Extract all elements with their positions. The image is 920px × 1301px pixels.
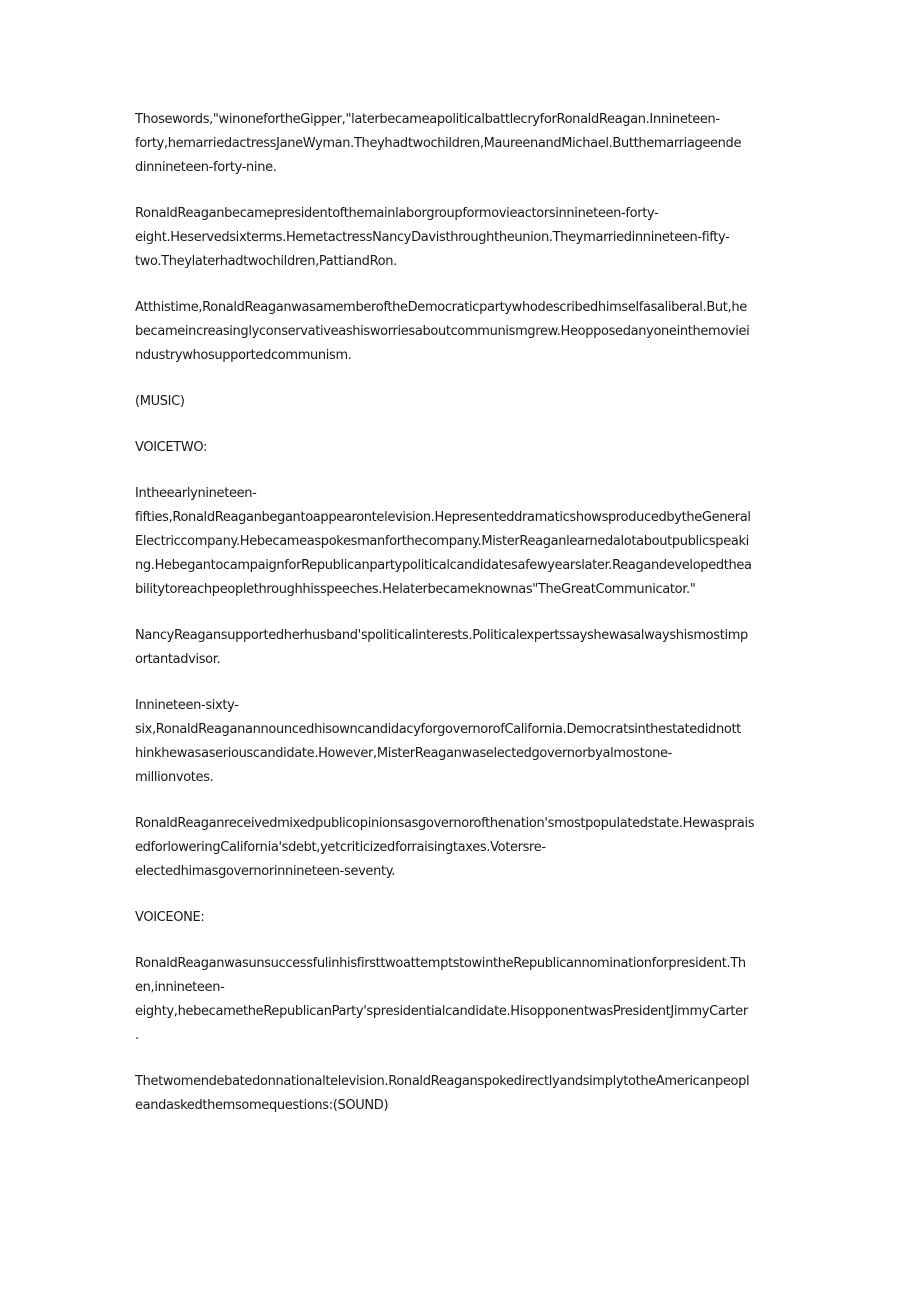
paragraph-1: Thosewords,"winonefortheGipper,"laterbecameapoliticalbattlecryforRonaldReagan.Innineteen- forty,hemarriedactressJaneWyman.Theyhadtwochildren,MaureenandMichael.Butthemarriageende dinnineteen-forty-nine.: [135, 112, 742, 175]
speaker-voice-two: VOICETWO:: [135, 440, 208, 455]
paragraph-4: Intheearlynineteen- fifties,RonaldReaganbegantoappearontelevision.HepresenteddramaticshowsproducedbytheGeneral Electriccompany.Hebecameaspokesmanforthecompany.MisterReaganlearnedalotaboutpublicspeaki ng.HebegantocampaignforRepublicanpartypoliticalcandidatesafewyearslater.Reagandevelopedthea bilitytoreachpeoplethroughhisspeeches.Helaterbecameknownas"TheGreatCommunicator.": [135, 486, 752, 597]
paragraph-8: RonaldReaganwasunsuccessfulinhisfirsttwoattemptstowintheRepublicannominationforpresident.Th en,innineteen- eighty,hebecametheRepublicanParty'spresidentialcandidate.HisopponentwasPresidentJimmyCarter .: [135, 956, 748, 1043]
paragraph-2: RonaldReaganbecamepresidentofthemainlaborgroupformovieactorsinnineteen-forty- eight.Heservedsixterms.HemetactressNancyDavisthroughtheunion.Theymarriedinnineteen-fifty- two.Theylaterhadtwochildren,PattiandRon.: [135, 206, 730, 269]
paragraph-7: RonaldReaganreceivedmixedpublicopinionsasgovernorofthenation'smostpopulatedstate.Hewasprais edforloweringCalifornia'sdebt,yetcriticizedforraisingtaxes.Votersre- electedhimasgovernorinnineteen-seventy.: [135, 816, 755, 879]
paragraph-5: NancyReagansupportedherhusband'spoliticalinterests.Politicalexpertssayshewasalwayshismostimp ortantadvisor.: [135, 628, 748, 667]
speaker-voice-one: VOICEONE:: [135, 910, 205, 925]
document-body: [135, 108, 787, 1140]
paragraph-6: Innineteen-sixty- six,RonaldReaganannouncedhisowncandidacyforgovernorofCalifornia.Democratsinthestatedidnott hinkhewasaseriouscandidate.However,MisterReaganwaselectedgovernorbyalmostone- millionvotes.: [135, 698, 741, 785]
stage-direction-music: (MUSIC): [135, 394, 185, 409]
paragraph-9: Thetwomendebatedonnationaltelevision.RonaldReaganspokedirectlyandsimplytotheAmericanpeopl eandaskedthemsomequestions:(SOUND): [135, 1074, 750, 1113]
paragraph-3: Atthistime,RonaldReaganwasamemberoftheDemocraticpartywhodescribedhimselfasaliberal.But,he becameincreasinglyconservativeashisworriesaboutcommunismgrew.Heopposedanyoneinthemoviei ndustrywhosupportedcommunism.: [135, 300, 750, 363]
